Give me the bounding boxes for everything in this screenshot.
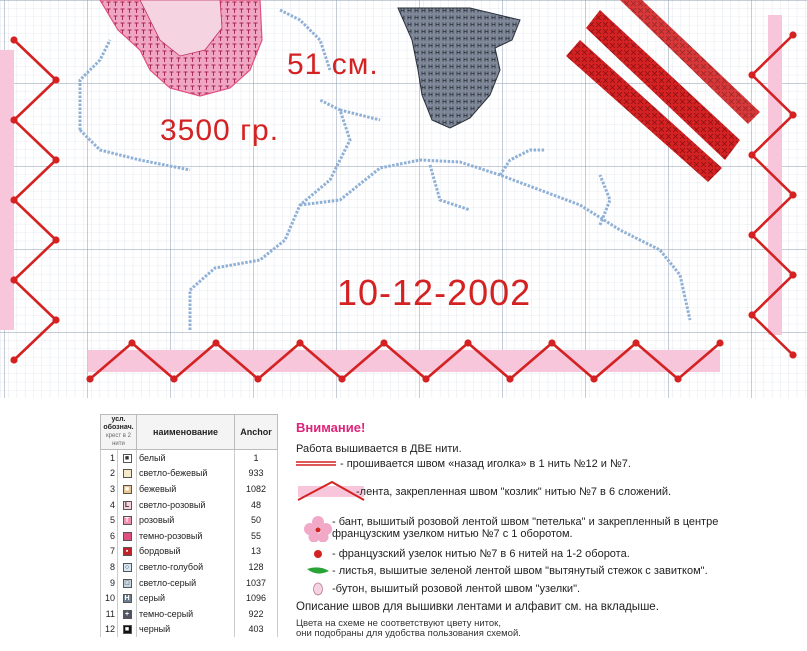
legend-row (101, 466, 278, 482)
legend-symbol-icon: ■ (118, 450, 137, 466)
legend-table (100, 414, 278, 637)
legend-header-name: наименование (137, 415, 235, 450)
legend-color-name: бежевый (137, 481, 235, 497)
legend-num: 6 (101, 528, 118, 544)
legend-symbol-icon: ■ (118, 481, 137, 497)
french-knot (52, 156, 59, 163)
legend-row (101, 450, 278, 466)
bud-icon (312, 582, 324, 596)
legend-symbol-icon: ▪ (118, 544, 137, 560)
french-knot (86, 375, 93, 382)
side-ribbon-left (0, 50, 14, 330)
legend-color-name: белый (137, 450, 235, 466)
french-knot (789, 271, 796, 278)
bow-flower-icon (304, 516, 332, 542)
french-knot (506, 375, 513, 382)
french-knot (748, 231, 755, 238)
legend-header-anchor: Anchor (235, 415, 278, 450)
legend-row (101, 544, 278, 560)
legend-anchor: 1082 (235, 481, 278, 497)
note-insert: Описание швов для вышивки лентами и алфавит см. на вкладыше. (296, 601, 659, 613)
french-knot (52, 316, 59, 323)
legend-color-name: черный (137, 622, 235, 638)
note-bow-2: французским узелком нитью №7 с 1 оборотом. (332, 528, 573, 540)
french-knot (674, 375, 681, 382)
legend-color-name: серый (137, 590, 235, 606)
legend-anchor: 922 (235, 606, 278, 622)
legend-row (101, 512, 278, 528)
date-text: 10-12-2002 (337, 272, 532, 313)
french-knot (748, 311, 755, 318)
legend-symbol-icon: + (118, 606, 137, 622)
legend-row (101, 622, 278, 638)
french-knot-icon (313, 549, 323, 559)
legend-num: 4 (101, 497, 118, 513)
legend-num: 12 (101, 622, 118, 638)
french-knot (464, 339, 471, 346)
french-knot (10, 116, 17, 123)
length-text: 51 см. (287, 48, 379, 81)
legend-color-name: розовый (137, 512, 235, 528)
legend-num: 9 (101, 575, 118, 591)
legend-row (101, 590, 278, 606)
legend-anchor: 1 (235, 450, 278, 466)
french-knot (548, 339, 555, 346)
french-knot (296, 339, 303, 346)
legend-anchor: 403 (235, 622, 278, 638)
legend-color-name: светло-серый (137, 575, 235, 591)
french-knot (789, 191, 796, 198)
legend-num: 1 (101, 450, 118, 466)
note-bud: -бутон, вышитый розовой лентой швом "узелки". (332, 583, 581, 595)
french-knot (716, 339, 723, 346)
legend-symbol-icon: T (118, 512, 137, 528)
french-knot (380, 339, 387, 346)
legend-anchor: 933 (235, 466, 278, 482)
french-knot (338, 375, 345, 382)
legend-num: 5 (101, 512, 118, 528)
note-french-knot: - французский узелок нитью №7 в 6 нитей на 1-2 оборота. (332, 548, 630, 560)
french-knot (170, 375, 177, 382)
legend-row (101, 481, 278, 497)
legend-anchor: 128 (235, 559, 278, 575)
legend-header-symbol: усл. обознач. крест в 2 нити (101, 415, 137, 450)
note-threads: Работа вышивается в ДВЕ нити. (296, 443, 462, 455)
legend-symbol-icon (118, 466, 137, 482)
legend-symbol-icon: □ (118, 575, 137, 591)
french-knot (789, 111, 796, 118)
legend-anchor: 55 (235, 528, 278, 544)
legend-symbol-icon: L (118, 497, 137, 513)
french-knot (10, 356, 17, 363)
legend-num: 8 (101, 559, 118, 575)
french-knot (212, 339, 219, 346)
legend-symbol-icon (118, 528, 137, 544)
legend-anchor: 1037 (235, 575, 278, 591)
legend-anchor: 1096 (235, 590, 278, 606)
legend-anchor: 48 (235, 497, 278, 513)
french-knot (748, 151, 755, 158)
legend-num: 3 (101, 481, 118, 497)
french-knot (52, 236, 59, 243)
french-knot (10, 276, 17, 283)
legend-symbol-icon: H (118, 590, 137, 606)
legend-row (101, 528, 278, 544)
note-bow-1: - бант, вышитый розовой лентой швом "петелька" и закрепленный в центре (332, 516, 719, 528)
french-knot (10, 196, 17, 203)
color-legend (100, 414, 278, 637)
note-ribbon: -лента, закрепленная швом "козлик" нитью №7 в 6 сложений. (356, 486, 672, 498)
legend-color-name: бордовый (137, 544, 235, 560)
legend-num: 11 (101, 606, 118, 622)
legend-anchor: 13 (235, 544, 278, 560)
legend-num: 2 (101, 466, 118, 482)
legend-symbol-icon: ○ (118, 559, 137, 575)
notes-panel (296, 420, 801, 639)
french-knot (422, 375, 429, 382)
leaf-icon (305, 565, 331, 577)
legend-num: 7 (101, 544, 118, 560)
french-knot (748, 71, 755, 78)
legend-num: 10 (101, 590, 118, 606)
french-knot (789, 351, 796, 358)
french-knot (128, 339, 135, 346)
weight-text: 3500 гр. (160, 114, 280, 147)
note-colors (296, 619, 801, 639)
french-knot (52, 76, 59, 83)
french-knot (789, 31, 796, 38)
french-knot (590, 375, 597, 382)
legend-color-name: светло-бежевый (137, 466, 235, 482)
french-knot (632, 339, 639, 346)
legend-row (101, 559, 278, 575)
backstitch-line-icon (296, 460, 338, 468)
note-leaves: - листья, вышитые зеленой лентой швом "вытянутый стежок с завитком". (332, 565, 708, 577)
legend-row (101, 575, 278, 591)
note-colors-line1: Цвета на схеме не соответствуют цвету ниток, (296, 618, 501, 629)
french-knot (254, 375, 261, 382)
legend-row (101, 497, 278, 513)
notes-title: Внимание! (296, 420, 366, 435)
note-colors-line2: они подобраны для удобства пользования схемой. (296, 628, 521, 639)
legend-row (101, 606, 278, 622)
french-knot (10, 36, 17, 43)
legend-color-name: темно-серый (137, 606, 235, 622)
legend-anchor: 50 (235, 512, 278, 528)
legend-color-name: светло-голубой (137, 559, 235, 575)
legend-color-name: светло-розовый (137, 497, 235, 513)
note-backstitch: - прошивается швом «назад иголка» в 1 нить №12 и №7. (340, 458, 631, 470)
legend-color-name: темно-розовый (137, 528, 235, 544)
legend-symbol-icon: ■ (118, 622, 137, 638)
